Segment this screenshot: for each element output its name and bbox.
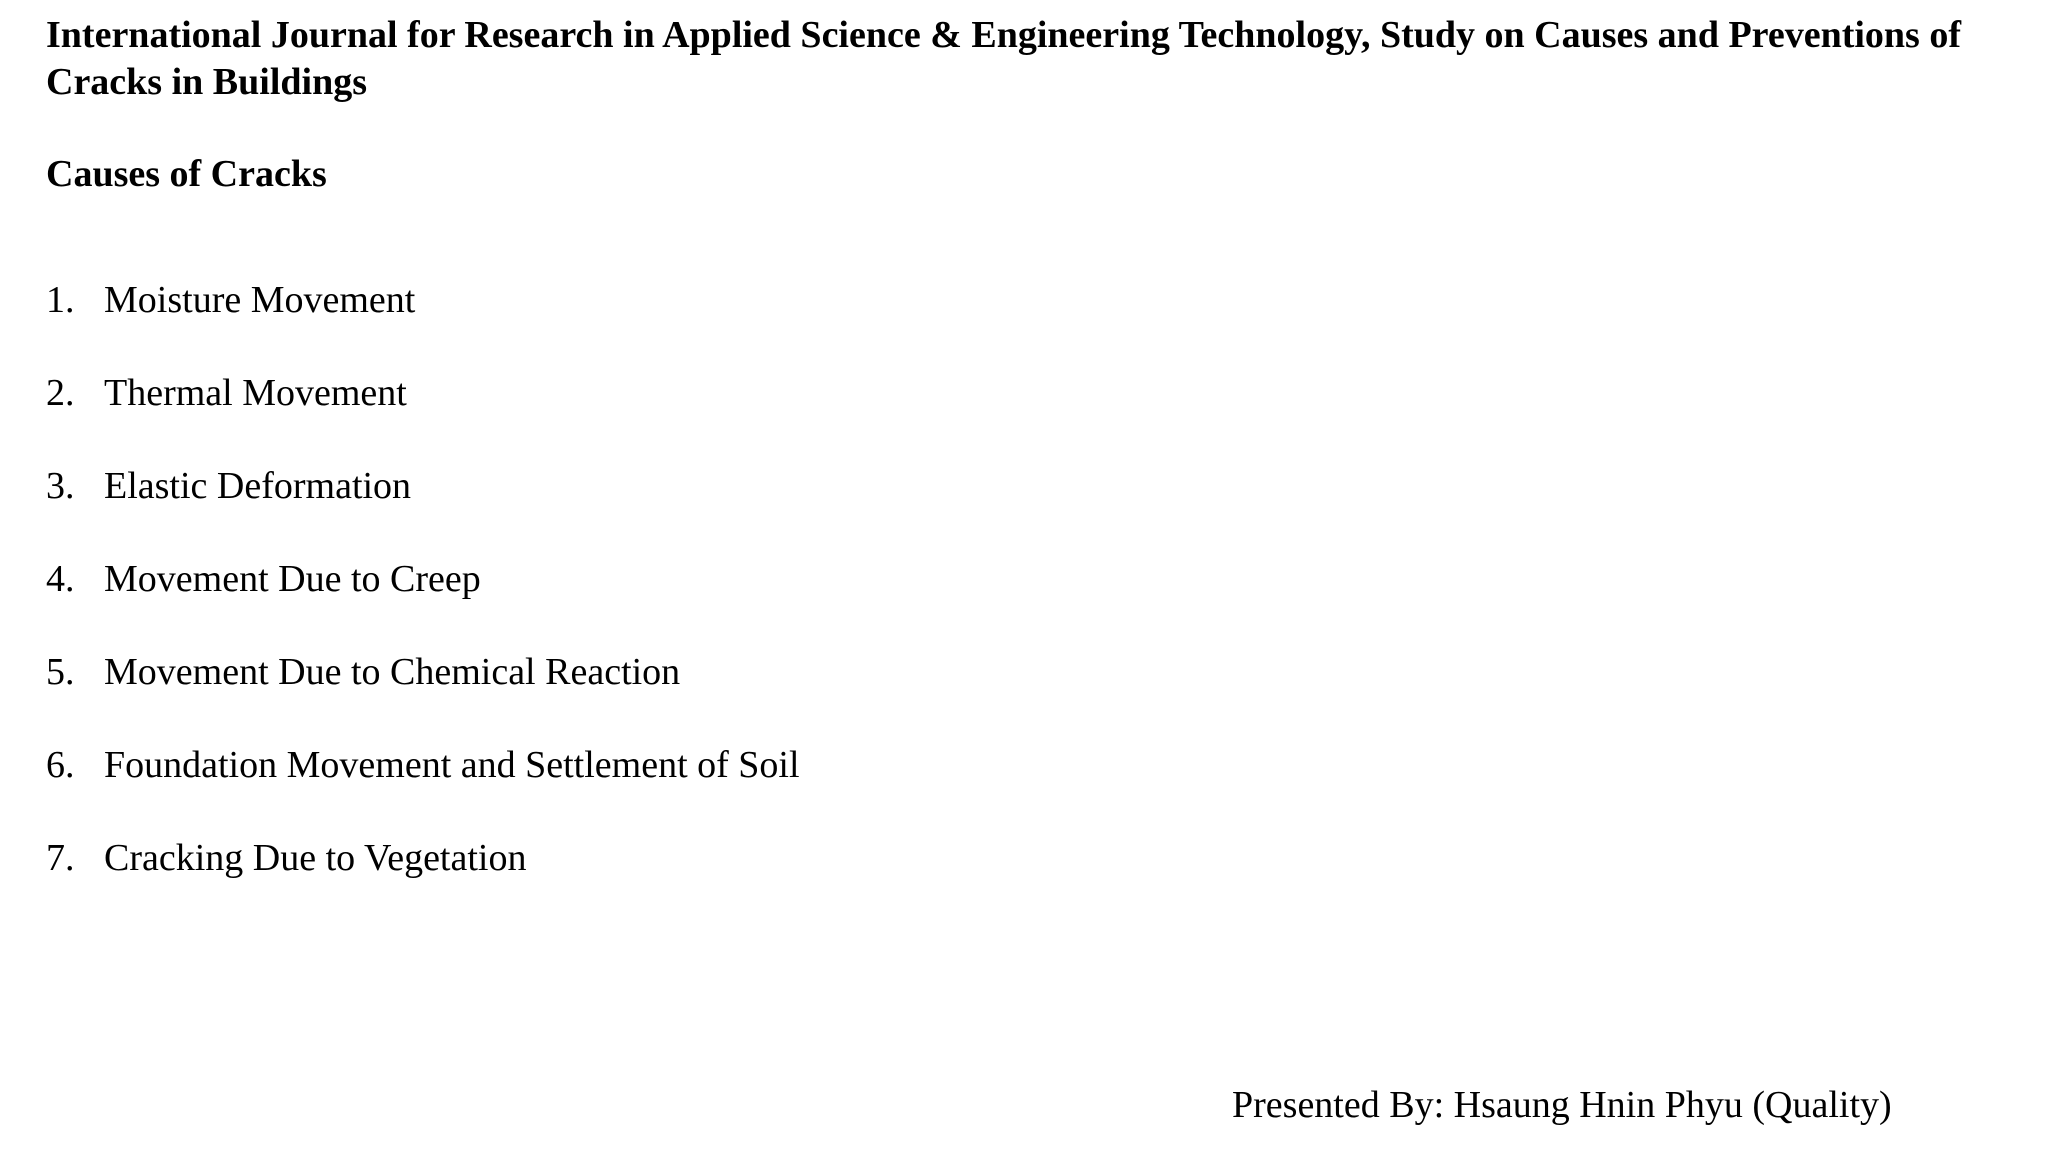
list-item	[46, 463, 800, 556]
list-item-text: Elastic Deformation	[104, 465, 412, 507]
list-item-number: 6.	[46, 744, 75, 786]
list-item-number: 7.	[46, 837, 75, 879]
document-title: International Journal for Research in Applied Science & Engineering Technology, Study on Causes and Preventions of Cracks in Buildings	[46, 14, 1961, 103]
list-item	[46, 835, 800, 928]
list-item-number: 4.	[46, 558, 75, 600]
list-item-text: Foundation Movement and Settlement of Soil	[104, 744, 800, 786]
list-item-number: 2.	[46, 372, 75, 414]
presenter-credit: Presented By: Hsaung Hnin Phyu (Quality)	[1232, 1084, 1892, 1126]
list-item	[46, 556, 800, 649]
list-item-text: Movement Due to Creep	[104, 558, 481, 600]
list-item-number: 5.	[46, 651, 75, 693]
list-item-text: Movement Due to Chemical Reaction	[104, 651, 681, 693]
list-item	[46, 370, 800, 463]
list-item-text: Moisture Movement	[104, 279, 416, 321]
list-item-number: 3.	[46, 465, 75, 507]
list-item	[46, 649, 800, 742]
section-heading: Causes of Cracks	[46, 153, 327, 195]
list-item	[46, 277, 800, 370]
causes-list	[46, 277, 800, 928]
list-item-text: Cracking Due to Vegetation	[104, 837, 527, 879]
list-item	[46, 742, 800, 835]
list-item-number: 1.	[46, 279, 75, 321]
list-item-text: Thermal Movement	[104, 372, 407, 414]
